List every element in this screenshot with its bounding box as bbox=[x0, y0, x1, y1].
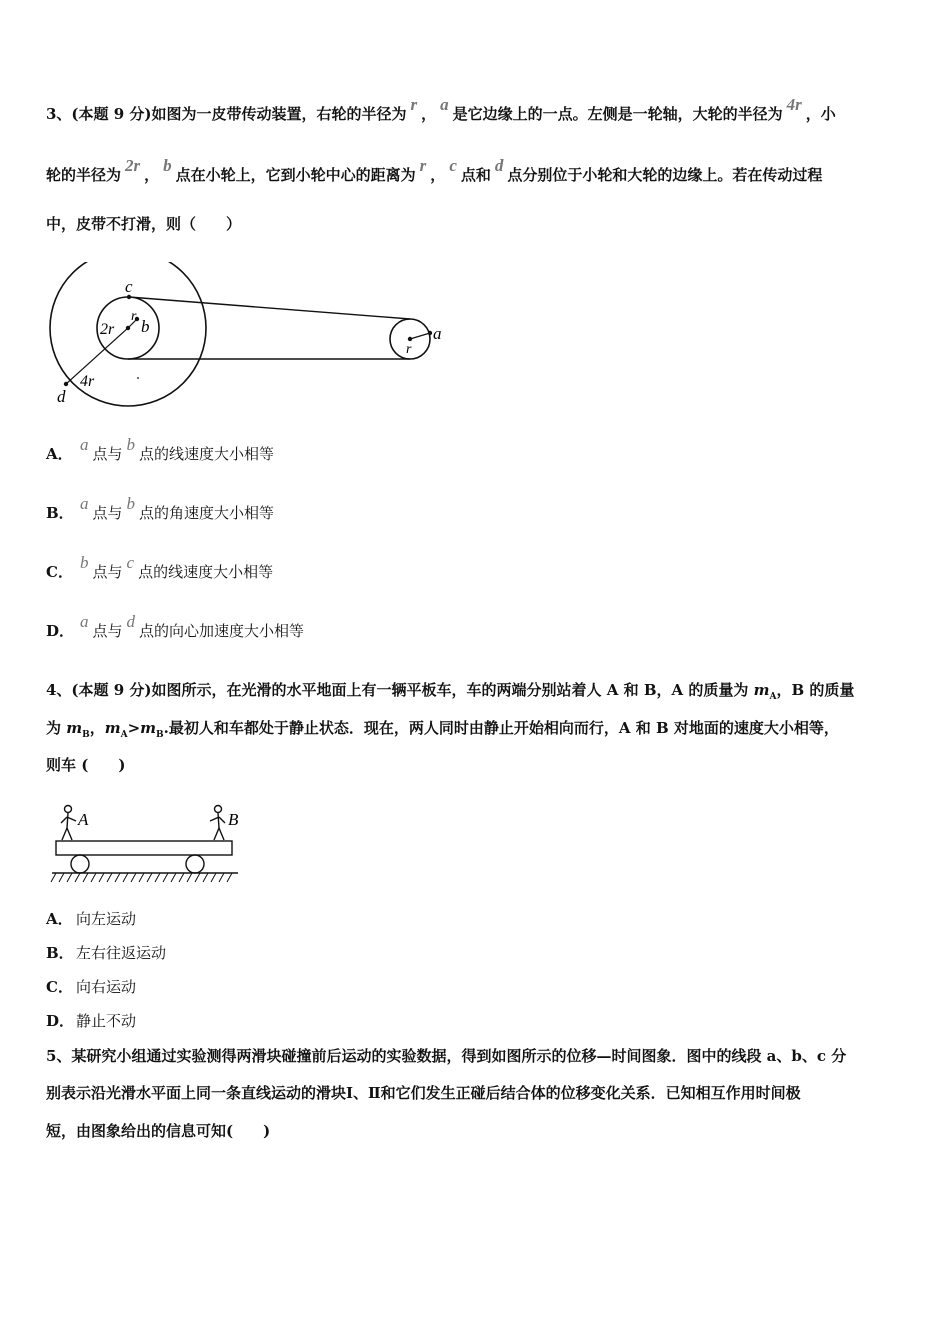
small-speck bbox=[137, 377, 139, 379]
label-person-b: B bbox=[228, 810, 239, 829]
q4-line-2: 为 $m_B$，$m_A>m_B$.最初人和车都处于静止状态．现在，两人同时由静止开始相向而行，A 和 B 对地面的速度大小相等， bbox=[46, 719, 839, 740]
radius-r-right bbox=[410, 333, 430, 339]
q5-line-3: 短，由图象给出的信息可知( ) bbox=[46, 1122, 271, 1140]
q4-option-a[interactable]: A． 向左运动 bbox=[46, 910, 137, 928]
q4-line-3: 则车 ( ) bbox=[46, 756, 126, 774]
label-person-a: A bbox=[78, 810, 89, 829]
q4-option-d[interactable]: D． 静止不动 bbox=[46, 1012, 137, 1030]
var-2r: 2r bbox=[125, 156, 141, 175]
var-a: a bbox=[440, 95, 449, 114]
label-b: b bbox=[141, 317, 150, 336]
var-r: r bbox=[410, 95, 418, 114]
right-center-dot bbox=[408, 337, 412, 341]
cart-wheel-left bbox=[71, 855, 89, 873]
person-a-icon bbox=[61, 806, 76, 841]
q3-option-b[interactable]: B． a 点与 b 点的角速度大小相等 bbox=[46, 494, 275, 522]
label-r-right: r bbox=[406, 342, 412, 357]
q3-option-a[interactable]: A． a 点与 b 点的线速度大小相等 bbox=[46, 435, 275, 463]
label-a: a bbox=[433, 324, 442, 343]
cart-wheel-right bbox=[186, 855, 204, 873]
point-a-dot bbox=[428, 331, 432, 335]
q5-line-2: 别表示沿光滑水平面上同一条直线运动的滑块Ⅰ、Ⅱ和它们发生正碰后结合体的位移变化关系．已知相互作用时间极 bbox=[46, 1084, 801, 1102]
radius-4r bbox=[66, 328, 128, 384]
label-4r: 4r bbox=[80, 373, 95, 390]
belt-drive-figure bbox=[44, 262, 454, 410]
q3-line-1: 3、(本题 9 分)如图为一皮带传动装置，右轮的半径为 r ， a 是它边缘上的一点。左侧是一轮轴，大轮的半径为 4r ，小 bbox=[46, 95, 836, 123]
q4-option-b[interactable]: B． 左右往返运动 bbox=[46, 944, 167, 962]
ground-hatching bbox=[51, 873, 232, 882]
cart-figure bbox=[50, 802, 242, 888]
label-c: c bbox=[125, 277, 133, 296]
center-dot bbox=[126, 326, 130, 330]
label-2r: 2r bbox=[100, 321, 115, 338]
q5-line-1: 5、某研究小组通过实验测得两滑块碰撞前后运动的实验数据，得到如图所示的位移—时间图象．图中的线段 a、b、c 分 bbox=[46, 1047, 847, 1065]
label-d: d bbox=[57, 387, 66, 406]
q3-line-3: 中，皮带不打滑，则（ ） bbox=[46, 215, 242, 233]
q3-line-2: 轮的半径为 2r ， b 点在小轮上，它到小轮中心的距离为 r ， c 点和 d 点分别位于小轮和大轮的边缘上。若在传动过程 bbox=[46, 156, 823, 184]
person-b-icon bbox=[210, 806, 225, 841]
belt-top bbox=[129, 297, 410, 319]
var-c: c bbox=[449, 156, 457, 175]
var-d: d bbox=[494, 156, 504, 175]
var-b: b bbox=[163, 156, 172, 175]
var-r-2: r bbox=[419, 156, 427, 175]
cart-plank bbox=[56, 841, 232, 855]
label-r-small: r bbox=[131, 309, 137, 324]
var-4r: 4r bbox=[786, 95, 802, 114]
point-d-dot bbox=[64, 382, 68, 386]
q3-option-d[interactable]: D． a 点与 d 点的向心加速度大小相等 bbox=[46, 612, 305, 640]
q4-option-c[interactable]: C． 向右运动 bbox=[46, 978, 137, 996]
q3-option-c[interactable]: C． b 点与 c 点的线速度大小相等 bbox=[46, 553, 274, 581]
q4-line-1: 4、(本题 9 分)如图所示，在光滑的水平地面上有一辆平板车，车的两端分别站着人 A 和 B，A 的质量为 $m_A$，B 的质量 bbox=[46, 681, 855, 702]
